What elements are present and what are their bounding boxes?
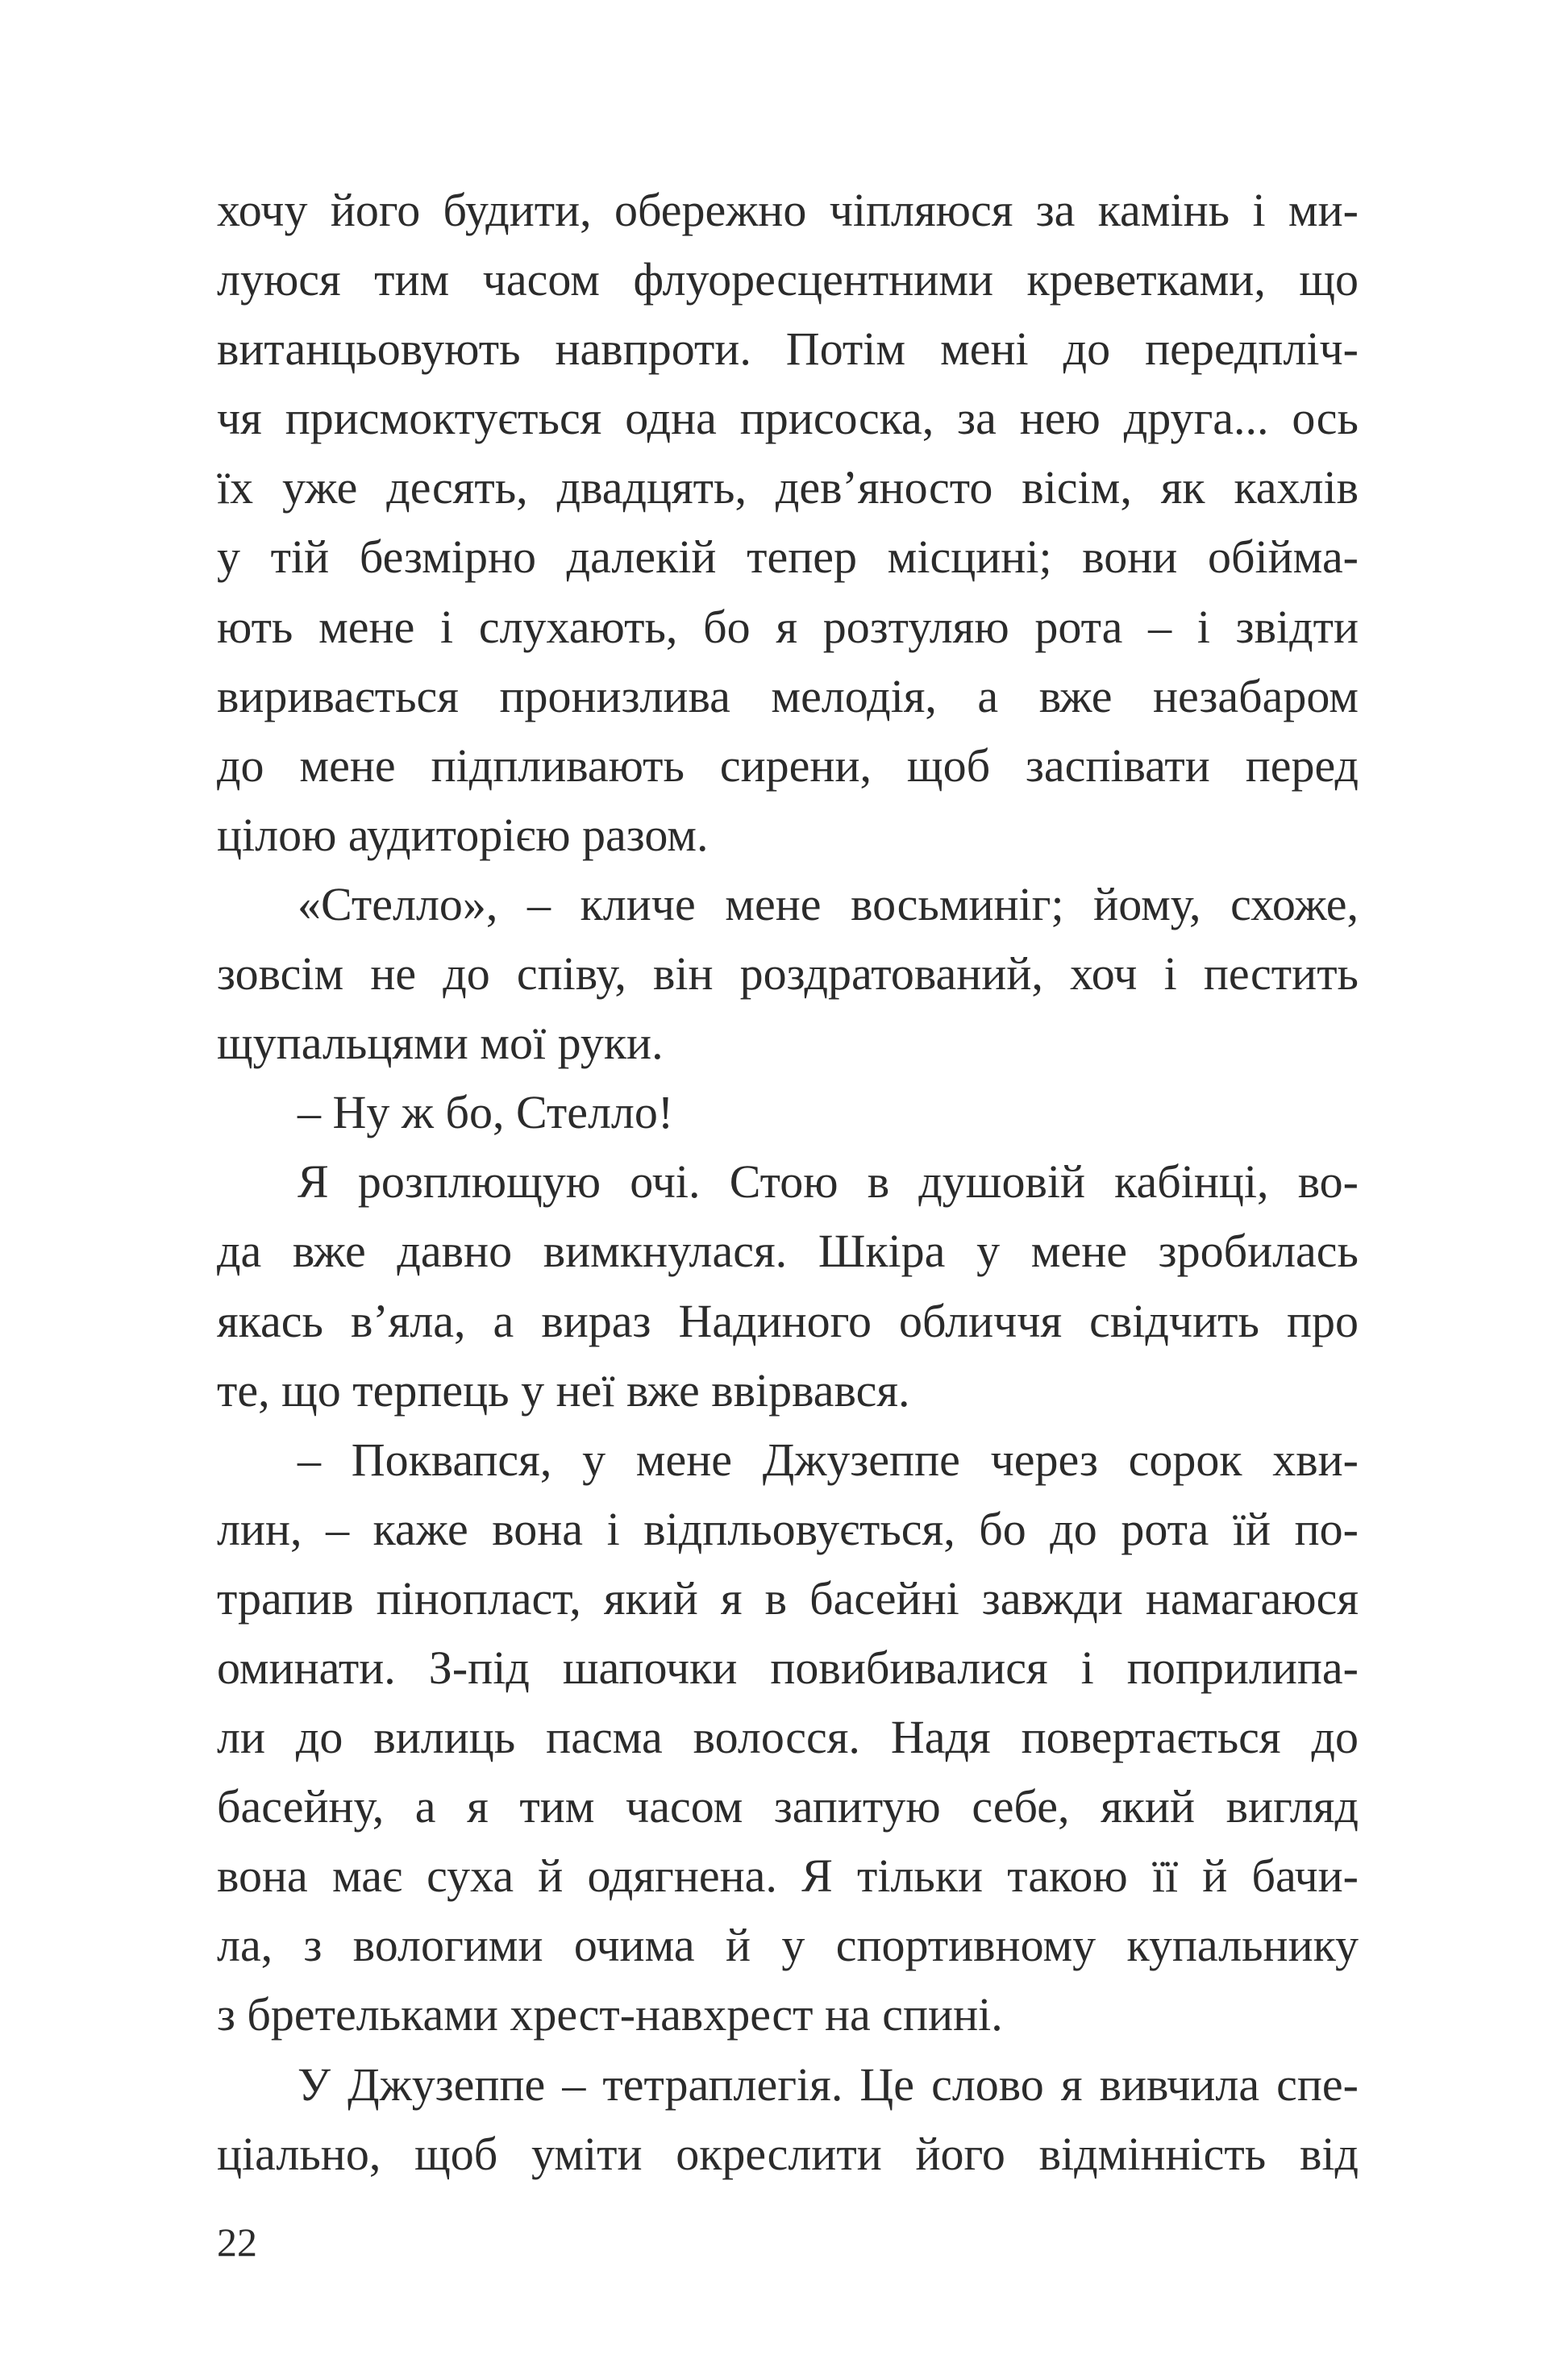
text-line: басейну, а я тим часом запитую себе, який вигляд: [217, 1780, 1359, 1833]
text-line: ли до вилиць пасма волосся. Надя повертається до: [217, 1711, 1359, 1764]
text-line: трапив пінопласт, який я в басейні завжди намагаюся: [217, 1571, 1359, 1625]
paragraph: [217, 2050, 1359, 2189]
text-line: луюся тим часом флуоресцентними креветками, що: [217, 253, 1359, 306]
page-number: 22: [217, 2220, 257, 2265]
text-line: Я розплющую очі. Стою в душовій кабінці, во-: [298, 1155, 1359, 1209]
text-line: – Поквапся, у мене Джузеппе через сорок хви-: [298, 1433, 1359, 1486]
text-line: якась в’яла, а вираз Надиного обличчя свідчить про: [217, 1294, 1359, 1347]
text-line: зовсім не до співу, він роздратований, хоч і пестить: [217, 947, 1359, 1001]
text-line: те, що терпець у неї вже ввірвався.: [217, 1363, 910, 1417]
text-line: чя присмоктується одна присоска, за нею друга... ось: [217, 392, 1359, 445]
text-line: витанцьовують навпроти. Потім мені до передпліч-: [217, 322, 1359, 376]
text-line: «Стелло», – кличе мене восьминіг; йому, схоже,: [298, 877, 1359, 930]
text-line: хочу його будити, обережно чіпляюся за камінь і ми-: [217, 184, 1359, 236]
text-line: до мене підпливають сирени, щоб заспівати перед: [217, 739, 1359, 792]
paragraph: [217, 1078, 1359, 1147]
text-line: цілою аудиторією разом.: [217, 808, 709, 861]
text-line: ють мене і слухають, бо я розтуляю рота – і звідти: [217, 600, 1359, 653]
text-line: щупальцями мої руки.: [217, 1017, 664, 1070]
text-line: У Джузеппе – тетраплегія. Це слово я вивчила спе-: [298, 2058, 1359, 2111]
paragraph: [217, 1147, 1359, 1425]
text-line: да вже давно вимкнулася. Шкіра у мене зробилась: [217, 1225, 1359, 1278]
body-text: [217, 176, 1359, 2189]
text-line: ла, з вологими очима й у спортивному купальнику: [217, 1919, 1359, 1972]
paragraph: [217, 176, 1359, 870]
text-line: у тій безмірно далекій тепер місцині; вони обійма-: [217, 531, 1359, 584]
paragraph: [217, 1425, 1359, 2050]
text-line: лин, – каже вона і відпльовується, бо до рота їй по-: [217, 1502, 1359, 1555]
text-line: їх уже десять, двадцять, дев’яносто вісім, як кахлів: [217, 461, 1359, 514]
text-line: оминати. З-під шапочки повибивалися і поприлипа-: [217, 1641, 1359, 1694]
paragraph: [217, 870, 1359, 1078]
text-line: – Ну ж бо, Стелло!: [298, 1086, 674, 1139]
text-line: вона має суха й одягнена. Я тільки такою її й бачи-: [217, 1849, 1359, 1903]
text-line: з бретельками хрест-навхрест на спині.: [217, 1988, 1003, 2041]
text-line: виривається пронизлива мелодія, а вже незабаром: [217, 669, 1359, 722]
text-line: ціально, щоб уміти окреслити його відмінність від: [217, 2127, 1359, 2180]
